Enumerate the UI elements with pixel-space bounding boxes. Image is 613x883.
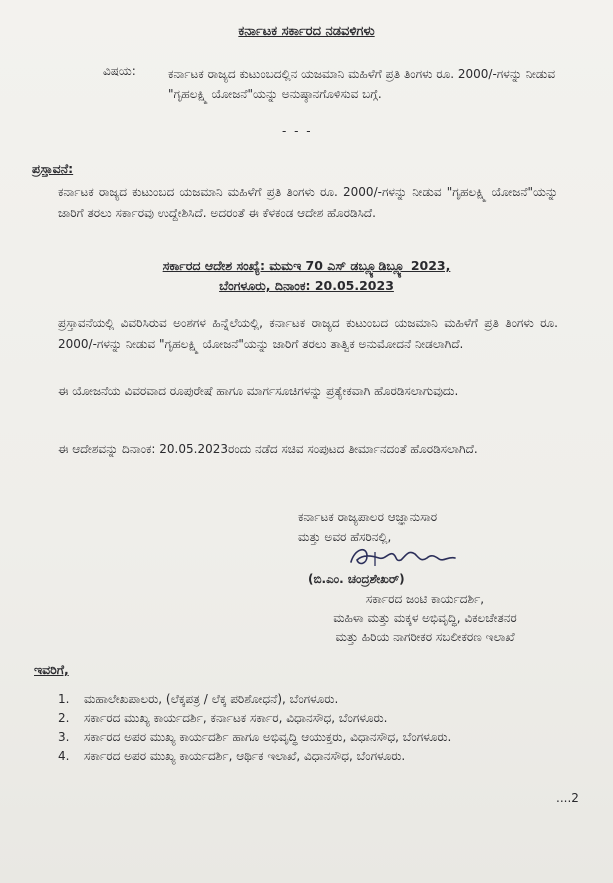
list-item-number: 2.: [58, 711, 70, 725]
signatory-designation: [265, 590, 585, 647]
preamble-text: ಕರ್ನಾಟಕ ರಾಜ್ಯದ ಕುಟುಂಬದ ಯಜಮಾನಿ ಮಹಿಳೆಗೆ ಪ್ರತಿ ತಿಂಗಳು ರೂ. 2000/-ಗಳನ್ನು ನೀಡುವ "ಗೃಹಲಕ್ಷ್ಮಿ ಯೋಜನೆ"ಯನ್ನು ಜಾರಿಗೆ ತರಲು ಸರ್ಕಾರವು ಉದ್ದೇಶಿಸಿದೆ. ಅದರಂತೆ ಈ ಕೆಳಕಂಡ ಆದೇಶ ಹೊರಡಿಸಿದೆ.: [58, 185, 558, 220]
signature-image: [345, 542, 465, 572]
subject-label: ವಿಷಯ:: [103, 64, 136, 78]
order-place-date: ಬೆಂಗಳೂರು, ದಿನಾಂಕ: 20.05.2023: [219, 278, 394, 293]
recipients-heading: ಇವರಿಗೆ,: [34, 662, 69, 677]
separator: - - -: [282, 124, 313, 138]
order-number: ಸರ್ಕಾರದ ಆದೇಶ ಸಂಖ್ಯೆ: ಮಮಇ 70 ಎಸ್ ಡಬ್ಲ್ಯೂಡಿಬ್ಲ್ಯೂ 2023,: [162, 258, 451, 273]
authority-line-1: ಕರ್ನಾಟಕ ರಾಜ್ಯಪಾಲರ ಆಜ್ಞಾನುಸಾರ: [298, 510, 438, 524]
preamble-heading: ಪ್ರಸ್ತಾವನೆ:: [32, 161, 74, 176]
list-item-text: ಸರ್ಕಾರದ ಅಪರ ಮುಖ್ಯ ಕಾರ್ಯದರ್ಶಿ, ಆರ್ಥಿಕ ಇಲಾಖೆ, ವಿಧಾನಸೌಧ, ಬೆಂಗಳೂರು.: [84, 749, 406, 763]
list-item-text: ಸರ್ಕಾರದ ಅಪರ ಮುಖ್ಯ ಕಾರ್ಯದರ್ಶಿ ಹಾಗೂ ಅಭಿವೃದ್ಧಿ ಆಯುಕ್ತರು, ವಿಧಾನಸೌಧ, ಬೆಂಗಳೂರು.: [84, 730, 452, 744]
recipients-list: [58, 690, 568, 766]
list-item: [58, 690, 568, 709]
list-item: [58, 728, 568, 747]
list-item-number: 3.: [58, 730, 70, 744]
document-title: ಕರ್ನಾಟಕ ಸರ್ಕಾರದ ನಡವಳಿಗಳು: [238, 24, 375, 39]
subject-text: ಕರ್ನಾಟಕ ರಾಜ್ಯದ ಕುಟುಂಬದಲ್ಲಿನ ಯಜಮಾನಿ ಮಹಿಳೆಗೆ ಪ್ರತಿ ತಿಂಗಳು ರೂ. 2000/-ಗಳನ್ನು ನೀಡುವ "ಗೃಹಲಕ್ಷ್ಮಿ ಯೋಜನೆ"ಯನ್ನು ಅನುಷ್ಠಾನಗೊಳಿಸುವ ಬಗ್ಗೆ.: [168, 67, 556, 101]
designation-line-1: ಸರ್ಕಾರದ ಜಂಟಿ ಕಾರ್ಯದರ್ಶಿ,: [365, 592, 485, 606]
order-number-block: [0, 256, 613, 296]
authority-line-2: ಮತ್ತು ಅವರ ಹೆಸರಿನಲ್ಲಿ,: [298, 530, 392, 544]
list-item: [58, 747, 568, 766]
body-paragraph-2: ಈ ಯೋಜನೆಯ ವಿವರವಾದ ರೂಪುರೇಷೆ ಹಾಗೂ ಮಾರ್ಗಸೂಚಿಗಳನ್ನು ಪ್ರತ್ಯೇಕವಾಗಿ ಹೊರಡಿಸಲಾಗುವುದು.: [58, 384, 459, 398]
list-item-number: 1.: [58, 692, 70, 706]
body-paragraph-1: ಪ್ರಸ್ತಾವನೆಯಲ್ಲಿ ವಿವರಿಸಿರುವ ಅಂಶಗಳ ಹಿನ್ನೆಲೆಯಲ್ಲಿ, ಕರ್ನಾಟಕ ರಾಜ್ಯದ ಕುಟುಂಬದ ಯಜಮಾನಿ ಮಹಿಳೆಗೆ ಪ್ರತಿ ತಿಂಗಳು ರೂ. 2000/-ಗಳನ್ನು ನೀಡುವ "ಗೃಹಲಕ್ಷ್ಮಿ ಯೋಜನೆ"ಯನ್ನು ಜಾರಿಗೆ ತರಲು ತಾತ್ವಿಕ ಅನುಮೋದನೆ ನೀಡಲಾಗಿದೆ.: [58, 316, 558, 351]
designation-line-2: ಮಹಿಳಾ ಮತ್ತು ಮಕ್ಕಳ ಅಭಿವೃದ್ಧಿ, ವಿಕಲಚೇತನರ: [333, 611, 517, 625]
authority-block: [298, 507, 437, 547]
designation-line-3: ಮತ್ತು ಹಿರಿಯ ನಾಗರೀಕರ ಸಬಲೀಕರಣ ಇಲಾಖೆ: [335, 630, 515, 644]
page-indicator: ....2: [556, 791, 579, 805]
list-item: [58, 709, 568, 728]
list-item-number: 4.: [58, 749, 70, 763]
list-item-text: ಸರ್ಕಾರದ ಮುಖ್ಯ ಕಾರ್ಯದರ್ಶಿ, ಕರ್ನಾಟಕ ಸರ್ಕಾರ, ವಿಧಾನಸೌಧ, ಬೆಂಗಳೂರು.: [84, 711, 388, 725]
body-paragraph-3: ಈ ಆದೇಶವನ್ನು ದಿನಾಂಕ: 20.05.2023ರಂದು ನಡೆದ ಸಚಿವ ಸಂಪುಟದ ತೀರ್ಮಾನದಂತೆ ಹೊರಡಿಸಲಾಗಿದೆ.: [58, 442, 478, 456]
list-item-text: ಮಹಾಲೇಖಪಾಲರು, (ಲೆಕ್ಕಪತ್ರ / ಲೆಕ್ಕ ಪರಿಶೋಧನೆ), ಬೆಂಗಳೂರು.: [84, 692, 339, 706]
signatory-name: (ಬಿ.ಎಂ. ಚಂದ್ರಶೇಖರ್): [308, 572, 405, 586]
